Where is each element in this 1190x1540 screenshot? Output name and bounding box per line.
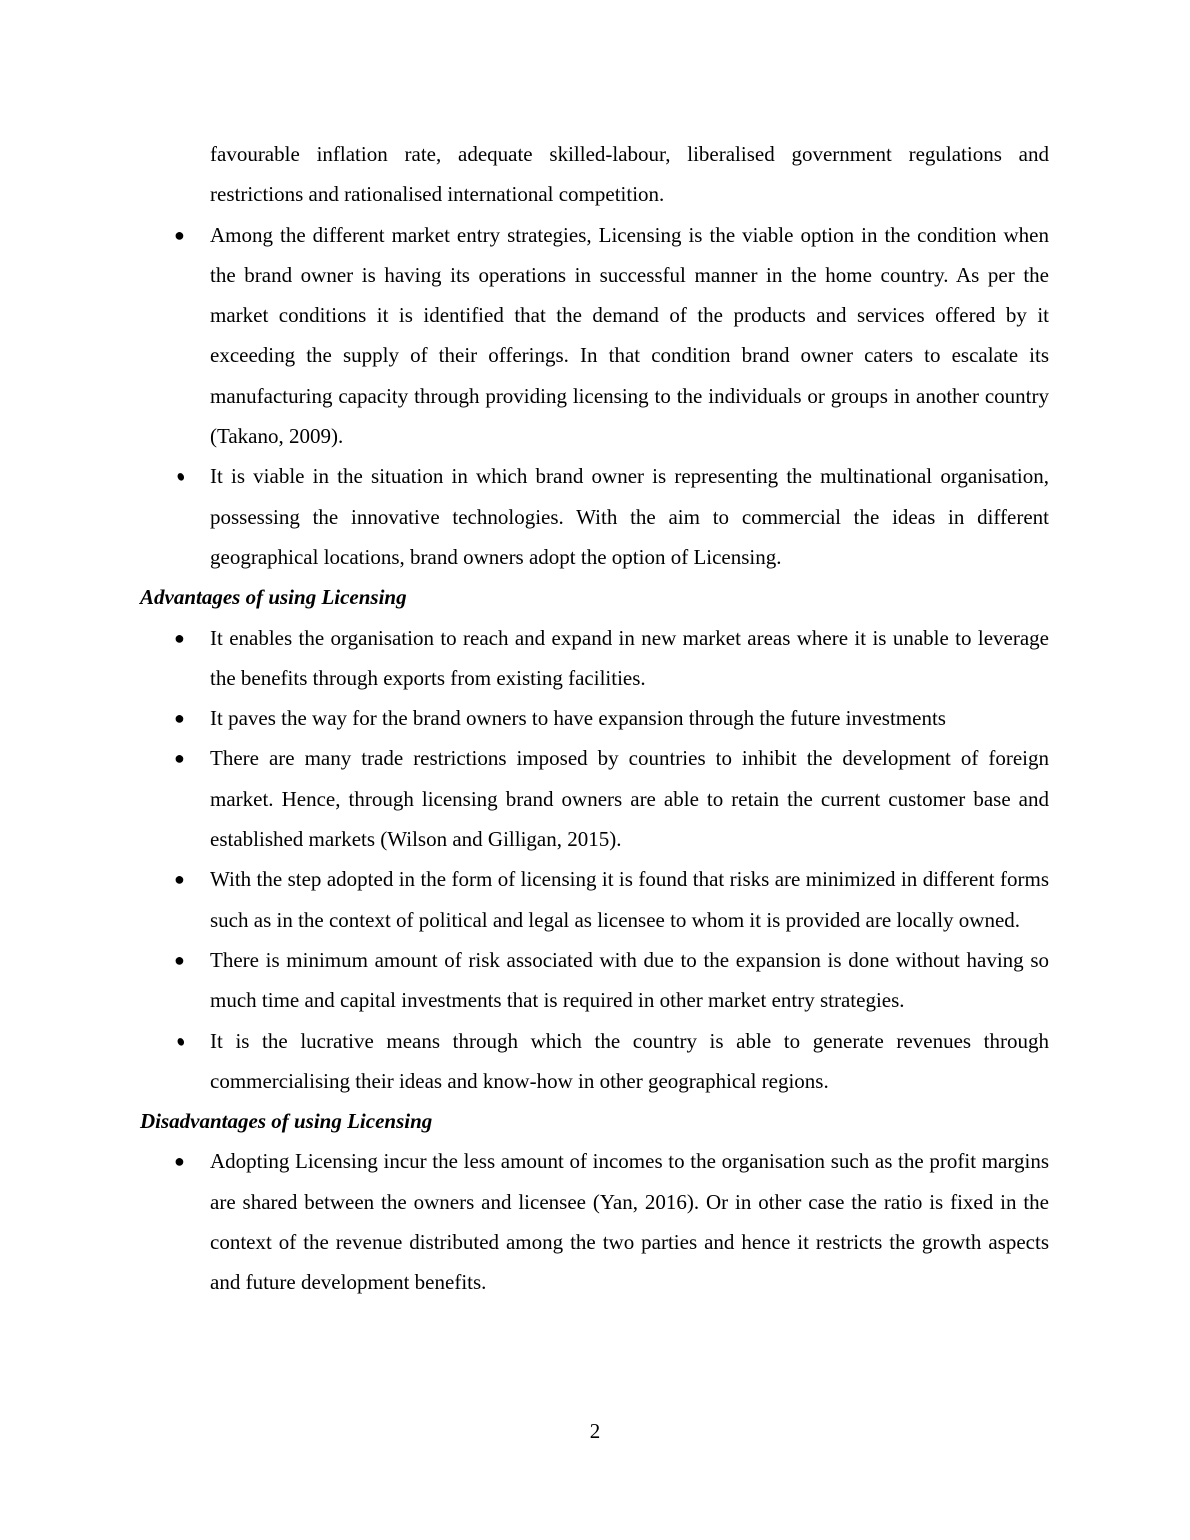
disadvantages-heading: Disadvantages of using Licensing	[140, 1109, 433, 1134]
continued-paragraph: favourable inflation rate, adequate skilled-labour, liberalised government regulations and restrictions and rationalised international competition.	[210, 142, 1049, 207]
bullet-icon: ●	[174, 949, 185, 970]
bullet-icon: ●	[172, 465, 189, 488]
page-body	[140, 134, 1049, 1303]
list-item-text: It paves the way for the brand owners to have expansion through the future investments	[210, 706, 946, 731]
list-item	[140, 1021, 1049, 1102]
list-item-text: There is minimum amount of risk associated with due to the expansion is done without having so much time and capital investments that is required in other market entry strategies.	[210, 947, 1049, 1013]
bullet-icon: ●	[174, 748, 185, 769]
list-item	[140, 859, 1049, 940]
bullet-icon: ●	[174, 869, 185, 890]
bullet-icon: ●	[174, 224, 185, 245]
list-item-text: It enables the organisation to reach and expand in new market areas where it is unable to leverage the benefits through exports from existing facilities.	[210, 625, 1049, 690]
list-item	[140, 738, 1049, 859]
list-item-text: It is viable in the situation in which brand owner is representing the multinational organisation, possessing the innovative technologies. With the aim to commercial the ideas in different geographical locations, brand owners adopt the option of Licensing.	[210, 464, 1049, 569]
list-item-text: There are many trade restrictions imposed by countries to inhibit the development of foreign market. Hence, through licensing brand owners are able to retain the current customer base and established markets (Wilson and Gilligan, 2015).	[210, 746, 1049, 852]
list-item	[140, 698, 1049, 738]
bullet-icon: ●	[172, 1029, 189, 1052]
list-item	[140, 1141, 1049, 1302]
bullet-icon: ●	[174, 627, 185, 648]
list-item-text: Among the different market entry strategies, Licensing is the viable option in the condition when the brand owner is having its operations in successful manner in the home country. As per the market conditions it is identified that the demand of the products and services offered by it exceeding the supply of their offerings. In that condition brand owner caters to escalate its manufacturing capacity through providing licensing to the individuals or groups in another country (Takano, 2009).	[210, 222, 1049, 449]
list-item	[140, 618, 1049, 699]
list-item	[140, 940, 1049, 1021]
list-item	[140, 456, 1049, 577]
bullet-icon: ●	[174, 708, 185, 729]
list-item-text: It is the lucrative means through which the country is able to generate revenues through commercialising their ideas and know-how in other geographical regions.	[210, 1028, 1049, 1093]
advantages-heading: Advantages of using Licensing	[140, 585, 407, 610]
list-item-text: With the step adopted in the form of licensing it is found that risks are minimized in different forms such as in the context of political and legal as licensee to whom it is provided are locally owned.	[210, 867, 1049, 932]
bullet-icon: ●	[174, 1151, 185, 1172]
list-item	[140, 215, 1049, 457]
page-number: 2	[589, 1419, 601, 1443]
list-item-text: Adopting Licensing incur the less amount of incomes to the organisation such as the profit margins are shared between the owners and licensee (Yan, 2016). Or in other case the ratio is fixed in the context of the revenue distributed among the two parties and hence it restricts the growth aspects and future development benefits.	[210, 1149, 1049, 1295]
